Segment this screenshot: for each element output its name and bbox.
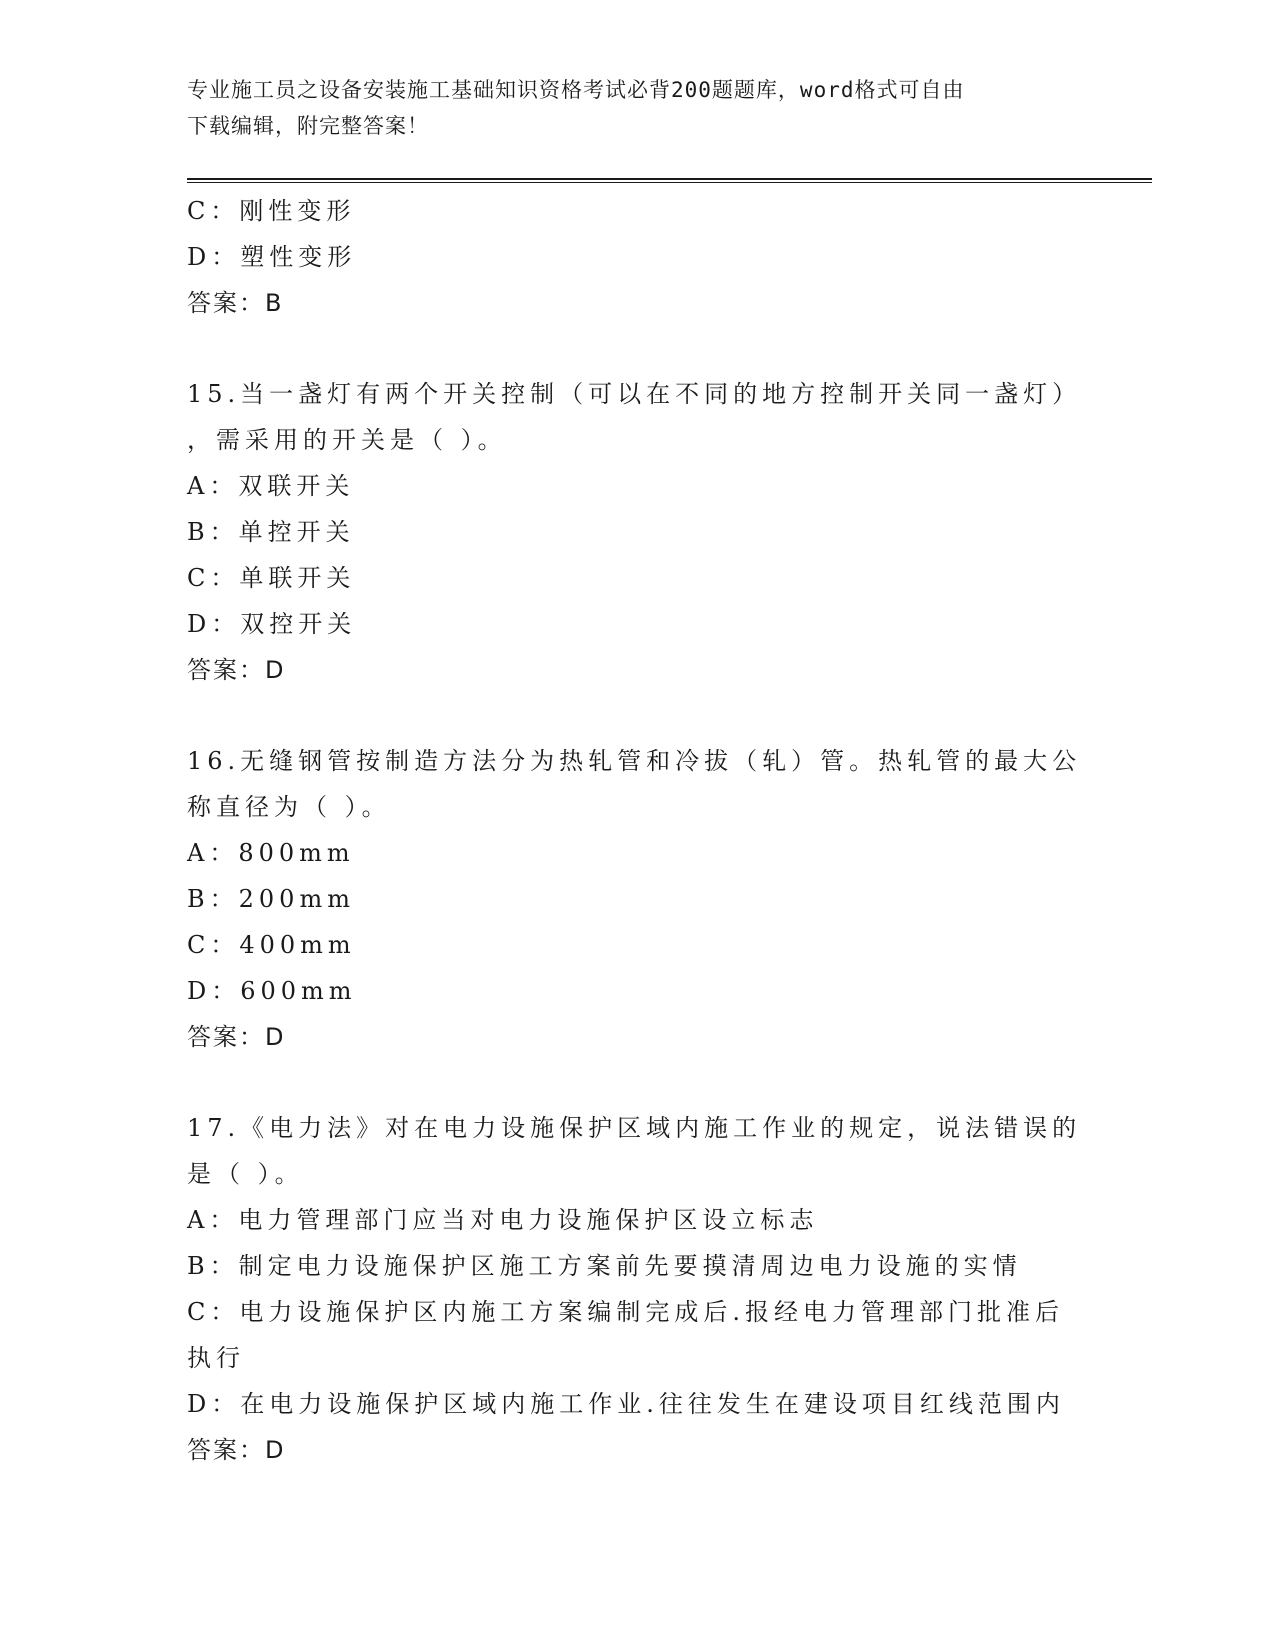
answer-line: 答案：D xyxy=(187,656,286,684)
option-b: B：制定电力设施保护区施工方案前先要摸清周边电力设施的实情 xyxy=(187,1252,1022,1280)
option-c: C：电力设施保护区内施工方案编制完成后.报经电力管理部门批准后 xyxy=(187,1298,1064,1326)
prev-question-tail xyxy=(187,188,1087,326)
option-c: C：400mm xyxy=(187,931,356,959)
header-line-2: 下载编辑，附完整答案！ xyxy=(187,114,429,138)
header-divider xyxy=(187,178,1152,183)
question-stem-line: 15.当一盏灯有两个开关控制（可以在不同的地方控制开关同一盏灯） xyxy=(187,380,1082,408)
option-d: D：600mm xyxy=(187,977,357,1005)
answer-line: 答案：B xyxy=(187,289,284,317)
question-stem-line: 16.无缝钢管按制造方法分为热轧管和冷拔（轧）管。热轧管的最大公 xyxy=(187,747,1082,775)
question-stem-line: ，需采用的开关是（ ）。 xyxy=(187,426,507,454)
document-header xyxy=(187,72,1067,144)
option-b: B：单控开关 xyxy=(187,518,355,546)
question-stem-line: 是（ ）。 xyxy=(187,1160,304,1188)
option-a: A：电力管理部门应当对电力设施保护区设立标志 xyxy=(187,1206,819,1234)
answer-line: 答案：D xyxy=(187,1023,286,1051)
document-body xyxy=(187,188,1087,1473)
question-17 xyxy=(187,1105,1087,1473)
option-d: D：在电力设施保护区域内施工作业.往往发生在建设项目红线范围内 xyxy=(187,1390,1065,1418)
option-a: A：双联开关 xyxy=(187,472,355,500)
header-line-1: 专业施工员之设备安装施工基础知识资格考试必背200题题库，word格式可自由 xyxy=(187,78,965,102)
question-16 xyxy=(187,738,1087,1060)
question-stem-line: 17.《电力法》对在电力设施保护区域内施工作业的规定，说法错误的 xyxy=(187,1114,1082,1142)
option-c-continued: 执行 xyxy=(187,1344,245,1372)
option-c: C：刚性变形 xyxy=(187,197,356,225)
option-d: D：双控开关 xyxy=(187,610,357,638)
answer-line: 答案：D xyxy=(187,1436,286,1464)
option-b: B：200mm xyxy=(187,885,355,913)
option-a: A：800mm xyxy=(187,839,355,867)
question-stem-line: 称直径为（ ）。 xyxy=(187,793,391,821)
option-d: D：塑性变形 xyxy=(187,243,357,271)
option-c: C：单联开关 xyxy=(187,564,356,592)
question-15 xyxy=(187,371,1087,693)
